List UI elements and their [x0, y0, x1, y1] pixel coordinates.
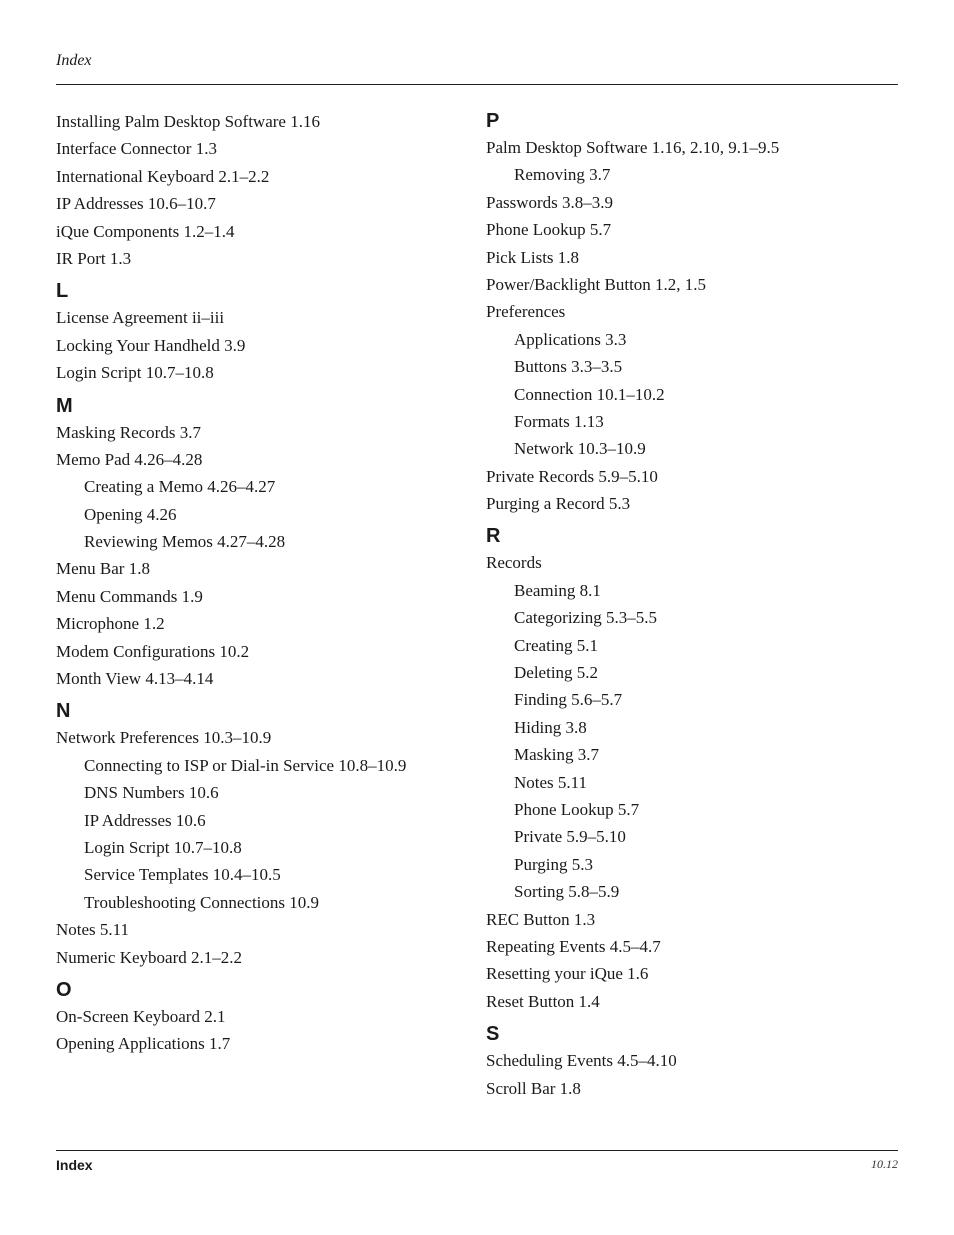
index-subentry: Finding 5.6–5.7 — [514, 690, 623, 710]
index-subentry: Applications 3.3 — [514, 329, 627, 349]
index-entry: Repeating Events 4.5–4.7 — [486, 936, 661, 956]
index-entry: Microphone 1.2 — [56, 614, 165, 634]
index-column-right — [486, 108, 898, 1102]
index-entry: Resetting your iQue 1.6 — [486, 964, 649, 984]
index-letter-heading: M — [56, 394, 73, 417]
index-entry: iQue Components 1.2–1.4 — [56, 221, 235, 241]
index-subentry: Network 10.3–10.9 — [514, 439, 646, 459]
footer-rule — [56, 1150, 898, 1151]
index-entry: Reset Button 1.4 — [486, 991, 600, 1011]
index-entry: Records — [486, 553, 542, 573]
index-entry: International Keyboard 2.1–2.2 — [56, 166, 270, 186]
index-subentry: Categorizing 5.3–5.5 — [514, 608, 658, 628]
index-entry: Menu Commands 1.9 — [56, 586, 203, 606]
index-entry: License Agreement ii–iii — [56, 308, 225, 328]
index-subentry: DNS Numbers 10.6 — [84, 783, 219, 803]
index-letter-heading: S — [486, 1023, 500, 1046]
index-subentry: Private 5.9–5.10 — [514, 827, 626, 847]
index-entry: Palm Desktop Software 1.16, 2.10, 9.1–9.5 — [486, 138, 780, 157]
index-subentry: Creating a Memo 4.26–4.27 — [84, 477, 276, 497]
index-entry: Purging a Record 5.3 — [486, 494, 631, 514]
index-subentry: Buttons 3.3–3.5 — [514, 357, 623, 377]
index-entry: Scheduling Events 4.5–4.10 — [486, 1051, 677, 1071]
index-entry: Private Records 5.9–5.10 — [486, 466, 658, 486]
index-subentry: Removing 3.7 — [514, 165, 611, 185]
index-subentry: Masking 3.7 — [514, 745, 599, 765]
index-letter-heading: L — [56, 280, 69, 303]
index-entry: Modem Configurations 10.2 — [56, 641, 250, 661]
index-column-left — [56, 108, 476, 1058]
index-entry: Passwords 3.8–3.9 — [486, 192, 614, 212]
index-entry: Installing Palm Desktop Software 1.16 — [56, 112, 320, 131]
index-subentry: Beaming 8.1 — [514, 580, 601, 600]
index-subentry: Hiding 3.8 — [514, 717, 587, 737]
index-entry: Phone Lookup 5.7 — [486, 220, 612, 240]
index-subentry: Creating 5.1 — [514, 635, 599, 655]
index-entry: IP Addresses 10.6–10.7 — [56, 194, 216, 214]
index-subentry: Connecting to ISP or Dial-in Service 10.8–10.9 — [84, 755, 407, 775]
index-entry: Preferences — [486, 302, 566, 322]
index-subentry: Phone Lookup 5.7 — [514, 799, 640, 819]
footer-section-label: Index — [56, 1157, 93, 1173]
index-entry: On-Screen Keyboard 2.1 — [56, 1006, 226, 1026]
index-subentry: Login Script 10.7–10.8 — [84, 837, 242, 857]
index-subentry: Sorting 5.8–5.9 — [514, 882, 620, 902]
index-letter-heading: P — [486, 110, 500, 132]
index-subentry: Deleting 5.2 — [514, 663, 599, 683]
running-header-title: Index — [56, 52, 92, 69]
index-entry: Locking Your Handheld 3.9 — [56, 335, 246, 355]
index-entry: Power/Backlight Button 1.2, 1.5 — [486, 274, 707, 294]
index-subentry: Formats 1.13 — [514, 411, 604, 431]
index-entry: Memo Pad 4.26–4.28 — [56, 449, 203, 469]
index-subentry: Notes 5.11 — [514, 772, 588, 792]
index-entry: Opening Applications 1.7 — [56, 1034, 231, 1054]
index-subentry: Reviewing Memos 4.27–4.28 — [84, 532, 286, 552]
index-entry: Login Script 10.7–10.8 — [56, 363, 214, 383]
index-entry: IR Port 1.3 — [56, 248, 132, 268]
index-subentry: Opening 4.26 — [84, 504, 177, 524]
index-entry: Menu Bar 1.8 — [56, 559, 150, 579]
index-subentry: Connection 10.1–10.2 — [514, 384, 665, 404]
index-entry: Masking Records 3.7 — [56, 422, 201, 442]
index-letter-heading: R — [486, 525, 501, 548]
index-entry: Notes 5.11 — [56, 920, 130, 940]
index-entry: Network Preferences 10.3–10.9 — [56, 728, 272, 748]
index-entry: Scroll Bar 1.8 — [486, 1078, 581, 1098]
index-entry: Interface Connector 1.3 — [56, 139, 217, 159]
index-entry: REC Button 1.3 — [486, 909, 596, 929]
index-letter-heading: N — [56, 700, 71, 723]
index-letter-heading: O — [56, 978, 72, 1001]
index-entry: Month View 4.13–4.14 — [56, 669, 214, 689]
header-rule — [56, 84, 898, 85]
index-entry: Numeric Keyboard 2.1–2.2 — [56, 947, 243, 967]
index-subentry: Troubleshooting Connections 10.9 — [84, 892, 320, 912]
index-subentry: Purging 5.3 — [514, 854, 594, 874]
index-subentry: IP Addresses 10.6 — [84, 810, 206, 830]
index-subentry: Service Templates 10.4–10.5 — [84, 865, 281, 885]
footer-page-number: 10.12 — [871, 1157, 898, 1171]
index-entry: Pick Lists 1.8 — [486, 247, 580, 267]
